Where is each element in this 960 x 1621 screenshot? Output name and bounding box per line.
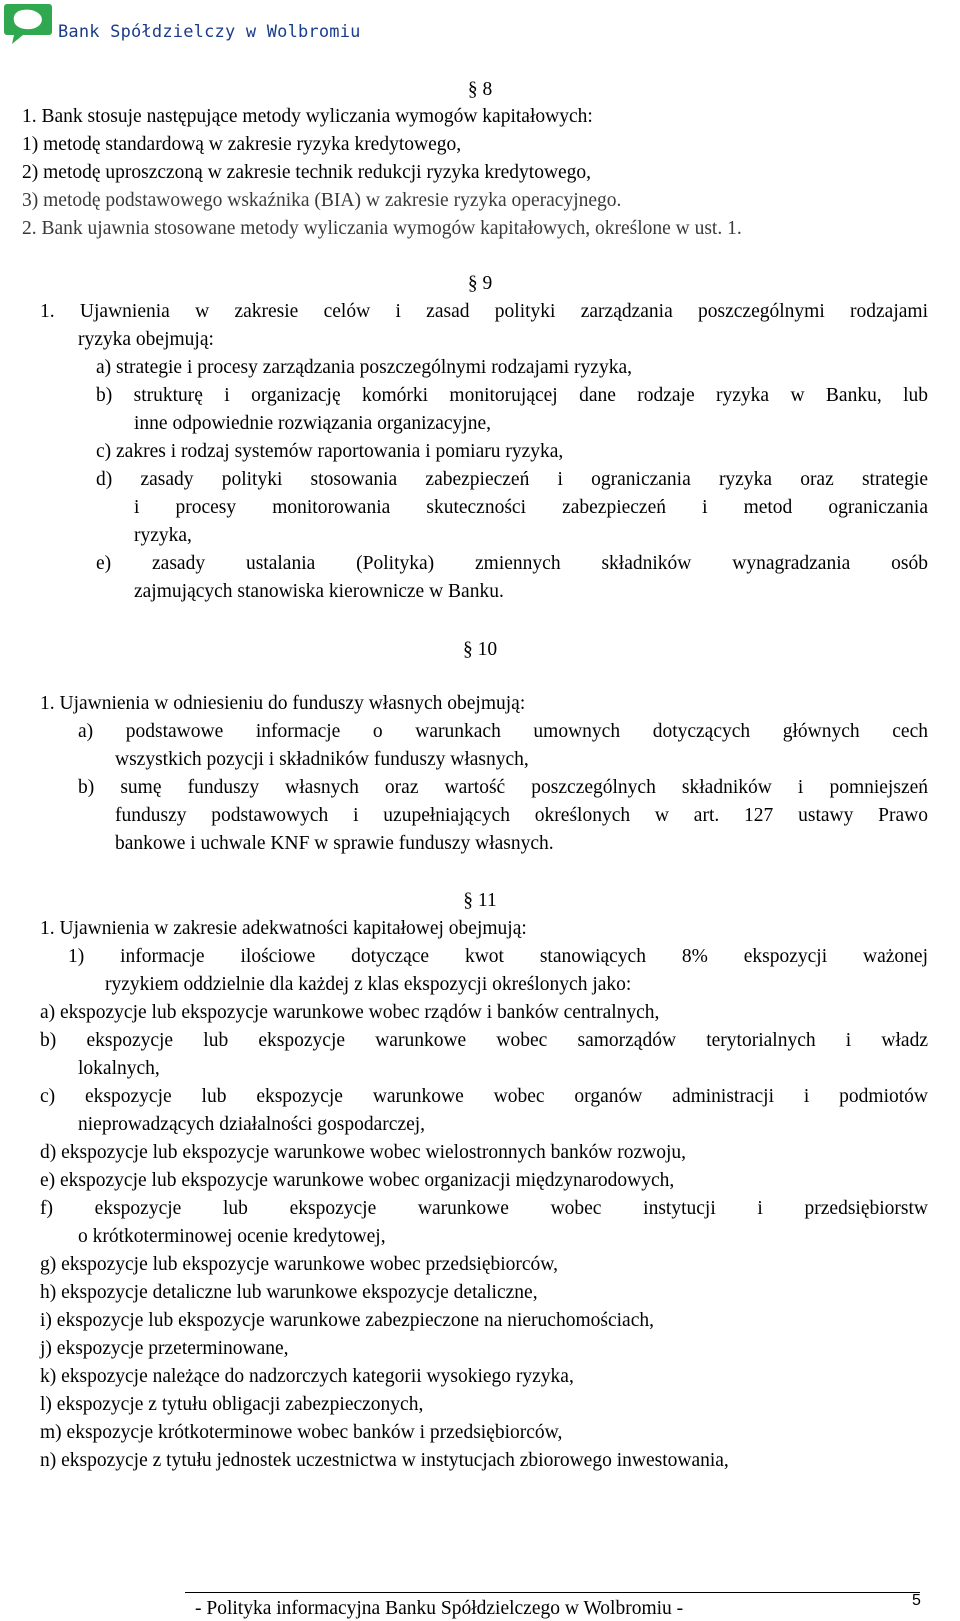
list-item: k) ekspozycje należące do nadzorczych kategorii wysokiego ryzyka, bbox=[40, 1366, 574, 1387]
list-item: funduszy podstawowych i uzupełniających określonych w art. 127 ustawy Prawo bbox=[115, 805, 928, 826]
list-item: g) ekspozycje lub ekspozycje warunkowe wobec przedsiębiorców, bbox=[40, 1254, 558, 1275]
section-11-subitem: 1) informacje ilościowe dotyczące kwot stanowiących 8% ekspozycji ważonej bbox=[68, 946, 928, 967]
section-10-intro: 1. Ujawnienia w odniesieniu do funduszy własnych obejmują: bbox=[40, 693, 526, 714]
list-item: i) ekspozycje lub ekspozycje warunkowe zabezpieczone na nieruchomościach, bbox=[40, 1310, 654, 1331]
list-item: i procesy monitorowania skuteczności zabezpieczeń i metod ograniczania bbox=[134, 497, 928, 518]
section-11-subitem: ryzykiem oddzielnie dla każdej z klas ekspozycji określonych jako: bbox=[105, 974, 632, 995]
list-item: d) ekspozycje lub ekspozycje warunkowe wobec wielostronnych banków rozwoju, bbox=[40, 1142, 687, 1163]
list-item: c) ekspozycje lub ekspozycje warunkowe wobec organów administracji i podmiotów bbox=[40, 1086, 928, 1107]
list-item: a) podstawowe informacje o warunkach umownych dotyczących głównych cech bbox=[78, 721, 928, 742]
list-item: m) ekspozycje krótkoterminowe wobec banków i przedsiębiorców, bbox=[40, 1422, 563, 1443]
section-8-line: 2) metodę uproszczoną w zakresie technik redukcji ryzyka kredytowego, bbox=[22, 162, 592, 183]
page-number: 5 bbox=[912, 1592, 921, 1609]
section-9-intro: 1. Ujawnienia w zakresie celów i zasad polityki zarządzania poszczególnymi rodzajami bbox=[40, 301, 928, 322]
list-item: b) strukturę i organizację komórki monitorującej dane rodzaje ryzyka w Banku, lub bbox=[96, 385, 928, 406]
list-item: zajmujących stanowiska kierownicze w Banku. bbox=[134, 581, 504, 602]
section-8-title: § 8 bbox=[467, 79, 493, 100]
section-8-line: 3) metodę podstawowego wskaźnika (BIA) w zakresie ryzyka operacyjnego. bbox=[22, 190, 622, 211]
list-item: a) ekspozycje lub ekspozycje warunkowe wobec rządów i banków centralnych, bbox=[40, 1002, 660, 1023]
list-item: ryzyka, bbox=[134, 525, 192, 546]
list-item: b) sumę funduszy własnych oraz wartość poszczególnych składników i pomniejszeń bbox=[78, 777, 928, 798]
section-8-line: 1) metodę standardową w zakresie ryzyka kredytowego, bbox=[22, 134, 462, 155]
section-11-title: § 11 bbox=[463, 890, 497, 911]
list-item: d) zasady polityki stosowania zabezpieczeń i ograniczania ryzyka oraz strategie bbox=[96, 469, 928, 490]
list-item: wszystkich pozycji i składników funduszy własnych, bbox=[115, 749, 529, 770]
footer-divider bbox=[185, 1592, 920, 1593]
list-item: lokalnych, bbox=[78, 1058, 160, 1079]
section-10-title: § 10 bbox=[462, 639, 498, 660]
section-9-intro: ryzyka obejmują: bbox=[78, 329, 214, 350]
bank-logo-icon bbox=[3, 2, 53, 46]
section-8-line: 1. Bank stosuje następujące metody wyliczania wymogów kapitałowych: bbox=[22, 106, 593, 127]
section-9-title: § 9 bbox=[467, 273, 493, 294]
list-item: j) ekspozycje przeterminowane, bbox=[40, 1338, 289, 1359]
list-item: inne odpowiednie rozwiązania organizacyjne, bbox=[134, 413, 491, 434]
list-item: nieprowadzących działalności gospodarczej, bbox=[78, 1114, 426, 1135]
list-item: n) ekspozycje z tytułu jednostek uczestnictwa w instytucjach zbiorowego inwestowania, bbox=[40, 1450, 729, 1471]
bank-name: Bank Spółdzielczy w Wolbromiu bbox=[58, 22, 361, 42]
list-item: o krótkoterminowej ocenie kredytowej, bbox=[78, 1226, 386, 1247]
footer-title: - Polityka informacyjna Banku Spółdzielczego w Wolbromiu - bbox=[195, 1598, 684, 1619]
section-8-line: 2. Bank ujawnia stosowane metody wyliczania wymogów kapitałowych, określone w ust. 1. bbox=[22, 218, 742, 239]
list-item: c) zakres i rodzaj systemów raportowania i pomiaru ryzyka, bbox=[96, 441, 564, 462]
list-item: e) zasady ustalania (Polityka) zmiennych składników wynagradzania osób bbox=[96, 553, 928, 574]
section-11-intro: 1. Ujawnienia w zakresie adekwatności kapitałowej obejmują: bbox=[40, 918, 527, 939]
page-header bbox=[0, 0, 960, 50]
list-item: h) ekspozycje detaliczne lub warunkowe ekspozycje detaliczne, bbox=[40, 1282, 538, 1303]
list-item: bankowe i uchwale KNF w sprawie funduszy własnych. bbox=[115, 833, 554, 854]
list-item: b) ekspozycje lub ekspozycje warunkowe wobec samorządów terytorialnych i władz bbox=[40, 1030, 928, 1051]
list-item: f) ekspozycje lub ekspozycje warunkowe wobec instytucji i przedsiębiorstw bbox=[40, 1198, 928, 1219]
list-item: e) ekspozycje lub ekspozycje warunkowe wobec organizacji międzynarodowych, bbox=[40, 1170, 675, 1191]
list-item: a) strategie i procesy zarządzania poszczególnymi rodzajami ryzyka, bbox=[96, 357, 632, 378]
list-item: l) ekspozycje z tytułu obligacji zabezpieczonych, bbox=[40, 1394, 424, 1415]
